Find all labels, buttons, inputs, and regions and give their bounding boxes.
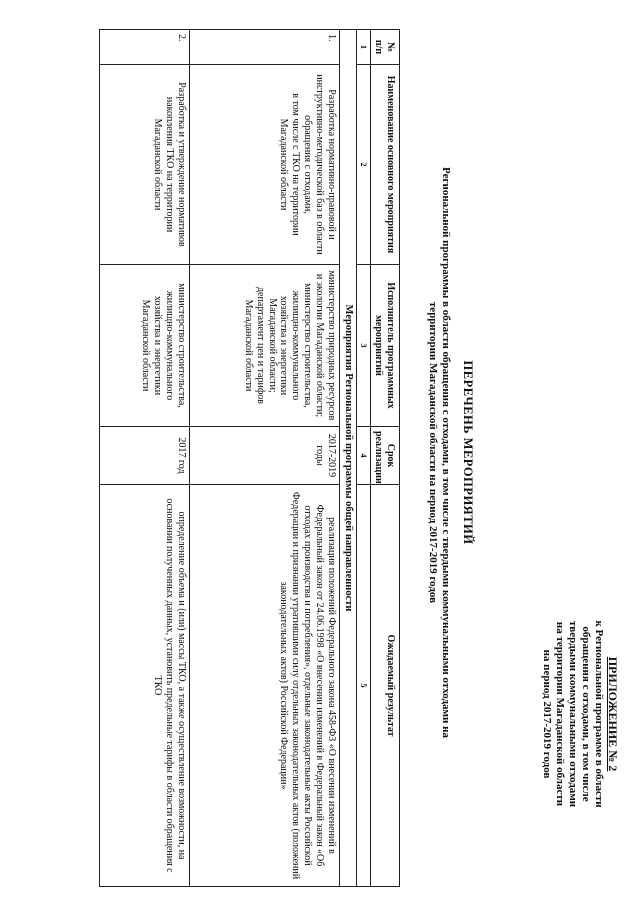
column-number: 4 — [357, 427, 371, 485]
row-term: 2017-2019 годы — [189, 427, 339, 485]
row-name: Разработка нормативно-правовой и инструктивно-методической баз в области обращения с отходами, в том числе с ТКО на территории Магаданской области — [189, 65, 339, 265]
appendix-title: ПРИЛОЖЕНИЕ № 2 — [606, 656, 620, 772]
column-number: 1 — [357, 30, 371, 65]
document-subtitle: Региональной программы в области обращения с отходами, в том числе с твердыми коммунальными отходами на территории Магаданской области на период 2017-2019 годов — [426, 167, 452, 738]
table-row — [99, 30, 189, 887]
row-name: Разработка и утверждение нормативов накопления ТКО на территории Магаданской области — [99, 65, 189, 265]
table-row — [189, 30, 339, 887]
document-title: ПЕРЕЧЕНЬ МЕРОПРИЯТИЙ — [461, 360, 475, 545]
appendix-line: твердыми коммунальными отходами — [566, 620, 579, 808]
header-name: Наименование основного мероприятия — [371, 65, 400, 265]
section-row — [339, 30, 356, 887]
row-term: 2017 год — [99, 427, 189, 485]
header-term: Срок реализации — [371, 427, 400, 485]
column-number: 2 — [357, 65, 371, 265]
appendix-line: на территории Магаданской области — [553, 621, 566, 807]
section-title: Мероприятия Региональной программы общей направленности — [339, 30, 356, 887]
appendix-line: к Региональной программе в области — [592, 620, 605, 808]
row-executor: министерство строительства, жилищно-коммунального хозяйства и энергетики Магаданской области — [99, 265, 189, 427]
table-header-row — [371, 30, 400, 887]
header-result: Ожидаемый результат — [371, 485, 400, 887]
measures-table — [99, 29, 400, 887]
column-number-row — [357, 30, 371, 887]
row-num: 2. — [99, 30, 189, 65]
appendix-line: на период 2017-2019 годов — [540, 649, 553, 779]
appendix-block — [540, 549, 620, 879]
row-result: определение объема и (или) массы ТКО, а также осуществление возможности, на основании полученных данных, установить предельные тарифы в области обращения с ТКО — [99, 485, 189, 887]
row-result: реализация положений Федерального закона 458-ФЗ «О внесении изменений в Федеральный закон от 24.06.1998 «О внесении изменений в Федеральный закон «Об отходах производства и потребления», отдельные законодательные акты Российской Федерации и признании утратившими силу отдельных законодательных актов (положений законодательных актов) Российской Федерации» — [189, 485, 339, 887]
appendix-line: обращения с отходами, в том числе — [579, 626, 592, 802]
row-executor: министерство природных ресурсов и экологии Магаданской области; министерство строительства, жилищно-коммунального хозяйства и энергетики Магаданской области; департамент цен и тарифов Магаданской области — [189, 265, 339, 427]
header-num: № п/п — [371, 30, 400, 65]
header-executor: Исполнитель программных мероприятий — [371, 265, 400, 427]
column-number: 3 — [357, 265, 371, 427]
row-num: 1. — [189, 30, 339, 65]
column-number: 5 — [357, 485, 371, 887]
